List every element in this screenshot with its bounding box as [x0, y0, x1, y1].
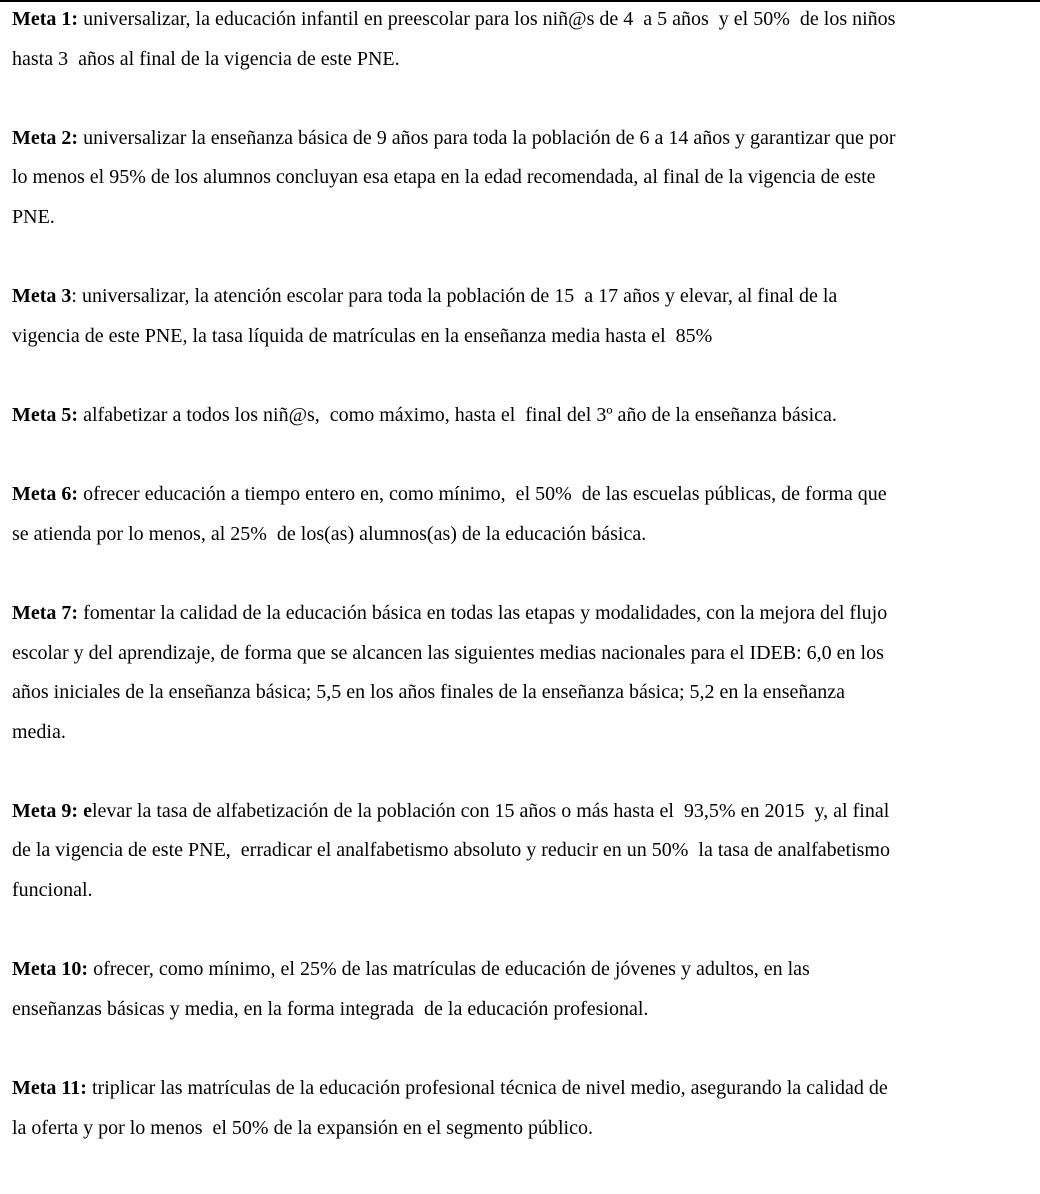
goal-paragraph — [12, 481, 1036, 560]
goal-paragraph — [12, 125, 1036, 244]
goal-text: ofrecer, como mínimo, el 25% de las matrículas de educación de jóvenes y adultos, en las — [88, 958, 810, 981]
goal-paragraph — [12, 956, 1036, 1035]
text-line — [12, 204, 1036, 244]
goal-text: de la vigencia de este PNE, erradicar el analfabetismo absoluto y reducir en un 50% la tasa de analfabetismo — [12, 839, 890, 862]
text-line — [12, 600, 1036, 640]
text-line — [12, 521, 1036, 561]
goal-text: universalizar la enseñanza básica de 9 años para toda la población de 6 a 14 años y garantizar que por — [78, 126, 896, 149]
goal-paragraph — [12, 600, 1036, 758]
goal-label: Meta 11: — [12, 1077, 87, 1100]
text-line — [12, 46, 1036, 86]
goal-paragraph — [12, 402, 1036, 442]
text-line — [12, 996, 1036, 1036]
goal-text: alfabetizar a todos los niñ@s, como máximo, hasta el final del 3º año de la enseñanza básica. — [78, 403, 837, 426]
text-line — [12, 283, 1036, 323]
goal-paragraph — [12, 1075, 1036, 1154]
goal-text: ofrecer educación a tiempo entero en, como mínimo, el 50% de las escuelas públicas, de forma que — [78, 483, 887, 506]
goal-text: se atienda por lo menos, al 25% de los(as) alumnos(as) de la educación básica. — [12, 522, 647, 545]
text-line — [12, 679, 1036, 719]
goal-text: universalizar, la educación infantil en preescolar para los niñ@s de 4 a 5 años y el 50% de los niños — [78, 8, 896, 30]
text-line — [12, 877, 1036, 917]
goal-paragraph — [12, 798, 1036, 917]
text-line — [12, 837, 1036, 877]
goal-text: triplicar las matrículas de la educación profesional técnica de nivel medio, asegurando la calidad de — [86, 1077, 888, 1100]
goal-text: funcional. — [12, 879, 93, 902]
text-line — [12, 640, 1036, 680]
goal-text: levar la tasa de alfabetización de la población con 15 años o más hasta el 93,5% en 2015 y, al final — [91, 799, 890, 822]
goal-label: Meta 10: — [12, 958, 89, 981]
goal-label: Meta 7: — [12, 601, 79, 624]
goal-text: la oferta y por lo menos el 50% de la expansión en el segmento público. — [12, 1116, 593, 1139]
goal-text: fomentar la calidad de la educación básica en todas las etapas y modalidades, con la mejora del flujo — [78, 601, 888, 624]
goal-text: PNE. — [12, 205, 55, 228]
goal-label: Meta 6: — [12, 483, 79, 506]
goal-label: Meta 3 — [12, 285, 72, 308]
text-line — [12, 323, 1036, 363]
document-body — [12, 6, 1036, 1194]
goal-paragraph — [12, 283, 1036, 362]
goal-text: lo menos el 95% de los alumnos concluyan esa etapa en la edad recomendada, al final de la vigencia de este — [12, 166, 876, 189]
goal-text: enseñanzas básicas y media, en la forma integrada de la educación profesional. — [12, 997, 649, 1020]
goal-label: Meta 1: — [12, 8, 79, 30]
text-line — [12, 481, 1036, 521]
text-line — [12, 164, 1036, 204]
text-line — [12, 1115, 1036, 1155]
goal-paragraph — [12, 6, 1036, 85]
text-line — [12, 1075, 1036, 1115]
goal-label: Meta 2: — [12, 126, 79, 149]
goal-label: Meta 5: — [12, 403, 79, 426]
text-line — [12, 956, 1036, 996]
text-line — [12, 402, 1036, 442]
goal-text: vigencia de este PNE, la tasa líquida de matrículas en la enseñanza media hasta el 85% — [12, 324, 713, 347]
goal-text: hasta 3 años al final de la vigencia de este PNE. — [12, 47, 400, 70]
text-line — [12, 798, 1036, 838]
goal-label: Meta 9: e — [12, 799, 92, 822]
goal-text: : universalizar, la atención escolar para toda la población de 15 a 17 años y elevar, al final de la — [71, 285, 838, 308]
goal-text: escolar y del aprendizaje, de forma que se alcancen las siguientes medias nacionales para el IDEB: 6,0 en los — [12, 641, 884, 664]
text-line — [12, 125, 1036, 165]
goal-text: media. — [12, 720, 66, 743]
text-line — [12, 719, 1036, 759]
text-line — [12, 6, 1036, 46]
goal-text: años iniciales de la enseñanza básica; 5,5 en los años finales de la enseñanza básica; 5,2 en la enseñanza — [12, 681, 845, 704]
